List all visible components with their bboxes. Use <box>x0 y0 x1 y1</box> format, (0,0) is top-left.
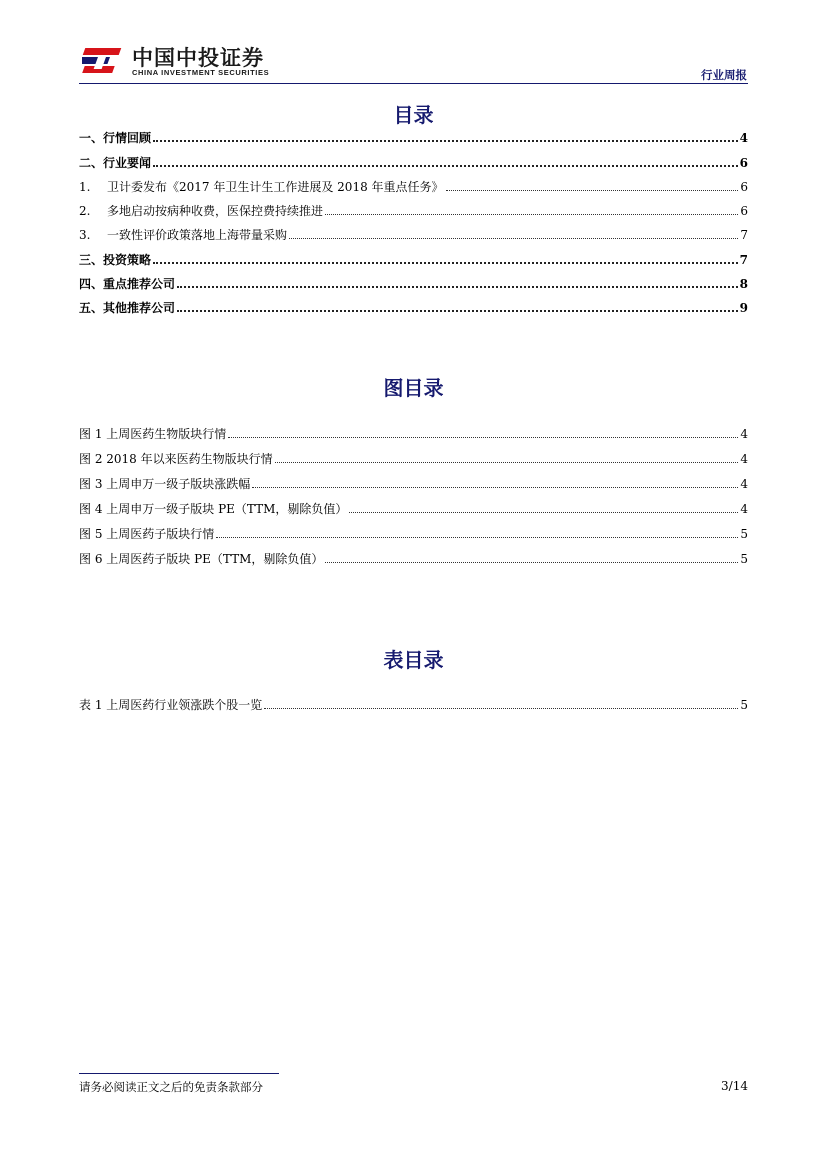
table-entry[interactable] <box>79 697 748 713</box>
toc-entry[interactable] <box>79 276 748 292</box>
toc-entry-label: 二、行业要闻 <box>79 156 152 170</box>
toc-subentry[interactable] <box>79 179 748 195</box>
figure-entry-label: 图 1 上周医药生物版块行情 <box>79 427 227 441</box>
toc-entry-label: 一致性评价政策落地上海带量采购 <box>107 228 288 242</box>
toc-entry[interactable] <box>79 300 748 316</box>
header-divider <box>79 83 748 84</box>
toc-entry[interactable] <box>79 130 748 146</box>
dot-leader <box>325 214 738 215</box>
toc-subentry-number: 1. <box>79 180 91 194</box>
dot-leader <box>275 462 739 463</box>
figure-entry[interactable] <box>79 526 748 542</box>
dot-leader <box>177 310 738 312</box>
company-name-cn: 中国中投证券 <box>132 46 264 70</box>
toc-entry-label: 三、投资策略 <box>79 253 152 267</box>
figure-entry-page: 5 <box>740 552 748 566</box>
toc-subentry-number: 2. <box>79 204 91 218</box>
company-logo-icon <box>82 46 126 76</box>
figure-entry-label: 图 6 上周医药子版块 PE（TTM，剔除负值） <box>79 552 324 566</box>
disclaimer-note: 请务必阅读正文之后的免责条款部分 <box>79 1080 263 1094</box>
toc-entry-page: 8 <box>739 277 748 291</box>
toc-entry-page: 6 <box>739 156 748 170</box>
figure-entry[interactable] <box>79 501 748 517</box>
dot-leader <box>252 487 738 488</box>
dot-leader <box>153 140 738 142</box>
figure-entry[interactable] <box>79 476 748 492</box>
figure-entry-label: 图 3 上周申万一级子版块涨跌幅 <box>79 477 251 491</box>
figure-entry[interactable] <box>79 451 748 467</box>
toc-entry-page: 6 <box>740 180 748 194</box>
table-entry-page: 5 <box>740 698 748 712</box>
toc-entry-page: 7 <box>739 253 748 267</box>
toc-entry-page: 4 <box>739 131 748 145</box>
page-number: 3/14 <box>721 1079 748 1093</box>
dot-leader <box>153 165 738 167</box>
dot-leader <box>289 238 738 239</box>
figure-entry-label: 图 4 上周申万一级子版块 PE（TTM，剔除负值） <box>79 502 348 516</box>
toc-subentry-number: 3. <box>79 228 91 242</box>
dot-leader <box>216 537 738 538</box>
figure-entry-page: 4 <box>740 477 748 491</box>
table-list-title: 表目录 <box>383 648 444 672</box>
toc-subentry[interactable] <box>79 203 748 219</box>
figure-entry-page: 4 <box>740 427 748 441</box>
dot-leader <box>153 262 738 264</box>
toc-entry-label: 多地启动按病种收费，医保控费持续推进 <box>107 204 324 218</box>
toc-entry-page: 7 <box>740 228 748 242</box>
toc-title: 目录 <box>393 103 434 127</box>
figure-entry-label: 图 5 上周医药子版块行情 <box>79 527 215 541</box>
figure-list-title: 图目录 <box>383 376 444 400</box>
dot-leader <box>228 437 738 438</box>
figure-entry-page: 4 <box>740 452 748 466</box>
toc-entry-label: 四、重点推荐公司 <box>79 277 176 291</box>
dot-leader <box>349 512 738 513</box>
toc-entry-label: 卫计委发布《2017 年卫生计生工作进展及 2018 年重点任务》 <box>107 180 444 194</box>
dot-leader <box>325 562 738 563</box>
figure-entry[interactable] <box>79 426 748 442</box>
figure-entry-page: 5 <box>740 527 748 541</box>
figure-entry[interactable] <box>79 551 748 567</box>
toc-entry-label: 五、其他推荐公司 <box>79 301 176 315</box>
report-type-label: 行业周报 <box>701 68 747 82</box>
table-entry-label: 表 1 上周医药行业领涨跌个股一览 <box>79 698 263 712</box>
figure-entry-page: 4 <box>740 502 748 516</box>
toc-subentry[interactable] <box>79 227 748 243</box>
dot-leader <box>446 190 739 191</box>
dot-leader <box>177 286 738 288</box>
toc-entry-label: 一、行情回顾 <box>79 131 152 145</box>
toc-entry[interactable] <box>79 155 748 171</box>
toc-entry-page: 9 <box>739 301 748 315</box>
dot-leader <box>264 708 738 709</box>
company-name-en: CHINA INVESTMENT SECURITIES <box>132 68 270 77</box>
figure-entry-label: 图 2 2018 年以来医药生物版块行情 <box>79 452 273 466</box>
toc-entry[interactable] <box>79 252 748 268</box>
toc-entry-page: 6 <box>740 204 748 218</box>
footer-divider <box>79 1073 279 1074</box>
